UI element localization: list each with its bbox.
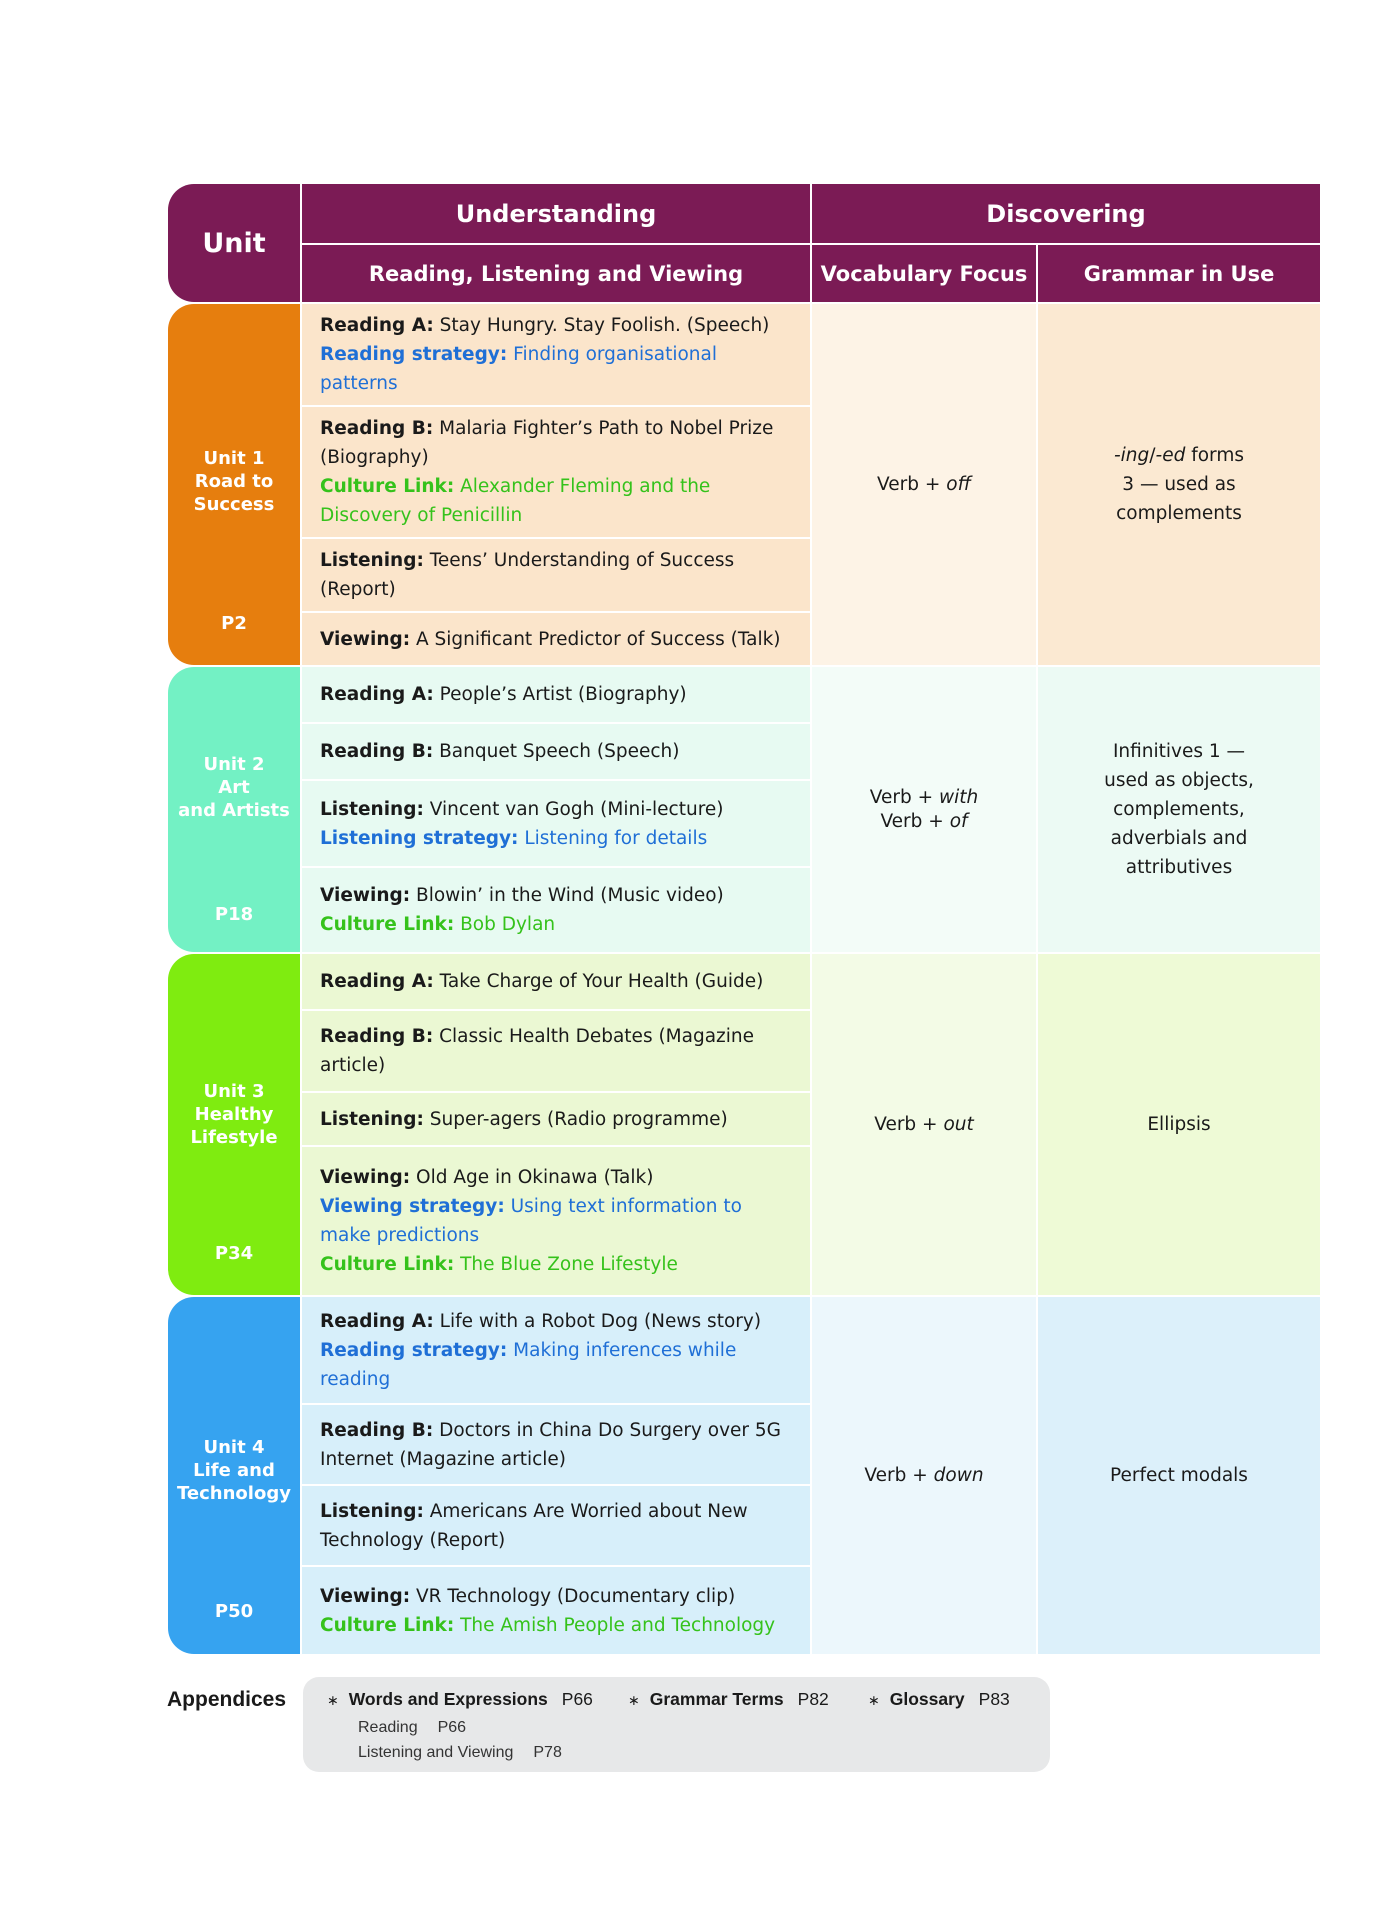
unit-1-name — [168, 447, 300, 516]
strategy-label: Viewing strategy: — [320, 1196, 505, 1217]
vocab-prefix: Verb + — [869, 786, 934, 808]
row-title: Technology (Report) — [320, 1529, 506, 1551]
culture-link-label: Culture Link: — [320, 914, 455, 935]
row-label: Reading B: — [320, 741, 434, 762]
culture-link-label: Culture Link: — [320, 1254, 455, 1275]
unit-page: P50 — [214, 1601, 254, 1622]
row-title: People’s Artist (Biography) — [439, 684, 687, 705]
bullet-icon: ∗ — [868, 1692, 880, 1708]
header-unit: Unit — [168, 184, 300, 302]
culture-link-text: The Amish People and Technology — [460, 1614, 776, 1636]
vocab-word: with — [938, 786, 979, 808]
bullet-icon: ∗ — [628, 1692, 640, 1708]
unit-2-label — [168, 667, 300, 952]
strategy-label: Reading strategy: — [320, 344, 508, 365]
table-row — [302, 1011, 810, 1091]
grammar-line: Perfect modals — [1110, 1465, 1248, 1486]
grammar-line: used as objects, — [1104, 770, 1254, 791]
vocab-word: of — [949, 810, 968, 832]
appendix-label: Glossary — [889, 1689, 965, 1709]
culture-link-text: Bob Dylan — [460, 914, 556, 935]
vocabulary-cell — [812, 1297, 1036, 1654]
grammar-line: Ellipsis — [1147, 1114, 1211, 1135]
row-title: Teens’ Understanding of Success — [429, 550, 735, 571]
appendix-page: P83 — [978, 1689, 1010, 1709]
row-title: Doctors in China Do Surgery over 5G — [439, 1419, 782, 1441]
table-row — [302, 667, 810, 722]
appendix-sub-page: P66 — [437, 1719, 467, 1736]
unit-number: Unit 4 — [203, 1437, 265, 1458]
row-label: Viewing: — [320, 885, 411, 906]
table-row — [302, 1093, 810, 1145]
grammar-ing: -ing — [1113, 445, 1150, 466]
grammar-line: Infinitives 1 — — [1112, 741, 1246, 762]
appendix-item[interactable] — [327, 1689, 593, 1710]
table-row — [302, 1297, 810, 1403]
strategy-text: Listening for details — [524, 827, 708, 849]
unit-title-line: Success — [193, 494, 275, 515]
row-label: Listening: — [320, 1500, 424, 1522]
grammar-line: complements — [1116, 503, 1242, 524]
row-label: Reading B: — [320, 1419, 434, 1441]
row-label: Reading A: — [320, 1310, 434, 1332]
unit-page: P34 — [214, 1243, 254, 1264]
vocab-prefix: Verb + — [874, 1114, 938, 1135]
table-row — [302, 781, 810, 866]
strategy-text: reading — [320, 1368, 391, 1390]
row-label: Reading A: — [320, 971, 434, 992]
table-row — [302, 304, 810, 405]
vocab-word: down — [933, 1465, 984, 1486]
appendix-sub-label: Listening and Viewing — [358, 1744, 514, 1761]
culture-link-label: Culture Link: — [320, 476, 455, 497]
row-title: Malaria Fighter’s Path to Nobel Prize — [439, 418, 774, 439]
strategy-text: Making inferences while — [513, 1339, 737, 1361]
row-title: article) — [320, 1055, 386, 1076]
culture-link-text: Discovery of Penicillin — [320, 505, 523, 526]
vocab-prefix: Verb + — [864, 1465, 928, 1486]
strategy-text: make predictions — [320, 1225, 480, 1246]
appendices-box — [303, 1677, 1050, 1772]
bullet-icon: ∗ — [327, 1692, 339, 1708]
row-title: Classic Health Debates (Magazine — [439, 1026, 755, 1047]
table-row — [302, 1147, 810, 1295]
grammar-cell — [1038, 1297, 1320, 1654]
unit-title-line: Lifestyle — [190, 1127, 278, 1148]
vocabulary-cell — [812, 304, 1036, 665]
table-row — [302, 1405, 810, 1484]
vocab-word: out — [943, 1114, 974, 1135]
appendix-sub-label: Reading — [358, 1719, 418, 1736]
unit-number: Unit 3 — [203, 1081, 265, 1102]
grammar-cell — [1038, 667, 1320, 952]
row-label: Viewing: — [320, 1167, 411, 1188]
row-title: (Report) — [320, 579, 396, 600]
row-label: Viewing: — [320, 1585, 411, 1607]
strategy-text: Using text information to — [510, 1196, 742, 1217]
row-title: Life with a Robot Dog (News story) — [439, 1310, 762, 1332]
unit-title-line: Technology — [177, 1483, 291, 1504]
row-title: VR Technology (Documentary clip) — [416, 1585, 736, 1607]
header-reading-listening-viewing: Reading, Listening and Viewing — [302, 245, 810, 302]
culture-link-label: Culture Link: — [320, 1614, 455, 1636]
appendix-sub-item[interactable] — [358, 1719, 466, 1737]
unit-title-line: Art — [218, 777, 250, 798]
strategy-label: Reading strategy: — [320, 1339, 508, 1361]
row-label: Reading A: — [320, 684, 434, 705]
grammar-cell — [1038, 954, 1320, 1295]
unit-3-label — [168, 954, 300, 1295]
table-row — [302, 613, 810, 665]
row-title: Blowin’ in the Wind (Music video) — [416, 885, 724, 906]
header-vocabulary-focus: Vocabulary Focus — [812, 245, 1036, 302]
row-title: Americans Are Worried about New — [429, 1500, 748, 1522]
appendices-title: Appendices — [167, 1688, 287, 1711]
header-discovering: Discovering — [812, 184, 1320, 243]
strategy-label: Listening strategy: — [320, 827, 519, 849]
vocabulary-cell — [812, 667, 1036, 952]
header-understanding: Understanding — [302, 184, 810, 243]
row-label: Reading B: — [320, 1026, 434, 1047]
appendix-item[interactable] — [868, 1689, 1010, 1710]
unit-number: Unit 1 — [203, 448, 265, 469]
row-title: Banquet Speech (Speech) — [439, 741, 680, 762]
unit-title-line: Road to — [194, 471, 274, 492]
culture-link-text: Alexander Fleming and the — [460, 476, 711, 497]
appendix-sub-item[interactable] — [358, 1744, 562, 1762]
unit-1-label — [168, 304, 300, 665]
grammar-line: 3 — used as — [1122, 474, 1236, 495]
appendix-label: Words and Expressions — [348, 1689, 548, 1709]
vocab-word: off — [946, 474, 971, 495]
unit-3-name — [168, 1080, 300, 1149]
appendix-sub-page: P78 — [533, 1744, 562, 1761]
row-title: Stay Hungry. Stay Foolish. (Speech) — [439, 315, 770, 336]
unit-page: P18 — [214, 904, 254, 925]
unit-number: Unit 2 — [203, 754, 265, 775]
table-row — [302, 407, 810, 537]
header-grammar-in-use: Grammar in Use — [1038, 245, 1320, 302]
row-label: Listening: — [320, 1108, 424, 1130]
appendix-page: P82 — [797, 1689, 829, 1709]
unit-title-line: and Artists — [178, 800, 290, 821]
table-row — [302, 539, 810, 611]
row-title: Take Charge of Your Health (Guide) — [439, 971, 764, 992]
grammar-line: adverbials and — [1110, 828, 1248, 849]
culture-link-text: The Blue Zone Lifestyle — [460, 1254, 678, 1275]
grammar-cell — [1038, 304, 1320, 665]
vocab-prefix: Verb + — [877, 474, 941, 495]
appendix-label: Grammar Terms — [649, 1689, 784, 1709]
row-label: Reading B: — [320, 418, 434, 439]
row-title: (Biography) — [320, 447, 429, 468]
row-title: Super-agers (Radio programme) — [429, 1108, 728, 1130]
unit-title-line: Life and — [193, 1460, 275, 1481]
appendix-page: P66 — [561, 1689, 593, 1709]
vocabulary-cell — [812, 954, 1036, 1295]
unit-title-line: Healthy — [194, 1104, 274, 1125]
strategy-text: Finding organisational — [513, 344, 717, 365]
unit-2-name — [168, 753, 300, 822]
row-label: Listening: — [320, 550, 424, 571]
unit-4-label — [168, 1297, 300, 1654]
unit-page: P2 — [221, 613, 247, 634]
table-row — [302, 1486, 810, 1565]
grammar-line: attributives — [1125, 857, 1233, 878]
unit-4-name — [168, 1436, 300, 1505]
strategy-text: patterns — [320, 373, 398, 394]
table-row — [302, 868, 810, 952]
appendix-item[interactable] — [628, 1689, 829, 1710]
row-label: Listening: — [320, 798, 424, 820]
row-label: Viewing: — [320, 628, 411, 650]
table-row — [302, 724, 810, 779]
row-title: Internet (Magazine article) — [320, 1448, 567, 1470]
table-row — [302, 1567, 810, 1654]
row-title: A Significant Predictor of Success (Talk) — [416, 628, 781, 650]
table-row — [302, 954, 810, 1009]
grammar-slash: / — [1149, 445, 1156, 466]
row-title: Vincent van Gogh (Mini-lecture) — [429, 798, 724, 820]
row-label: Reading A: — [320, 315, 434, 336]
vocab-prefix: Verb + — [880, 810, 944, 832]
row-title: Old Age in Okinawa (Talk) — [416, 1167, 654, 1188]
grammar-line: complements, — [1113, 799, 1245, 820]
grammar-ed: -ed — [1155, 445, 1186, 466]
grammar-forms: forms — [1191, 445, 1244, 466]
